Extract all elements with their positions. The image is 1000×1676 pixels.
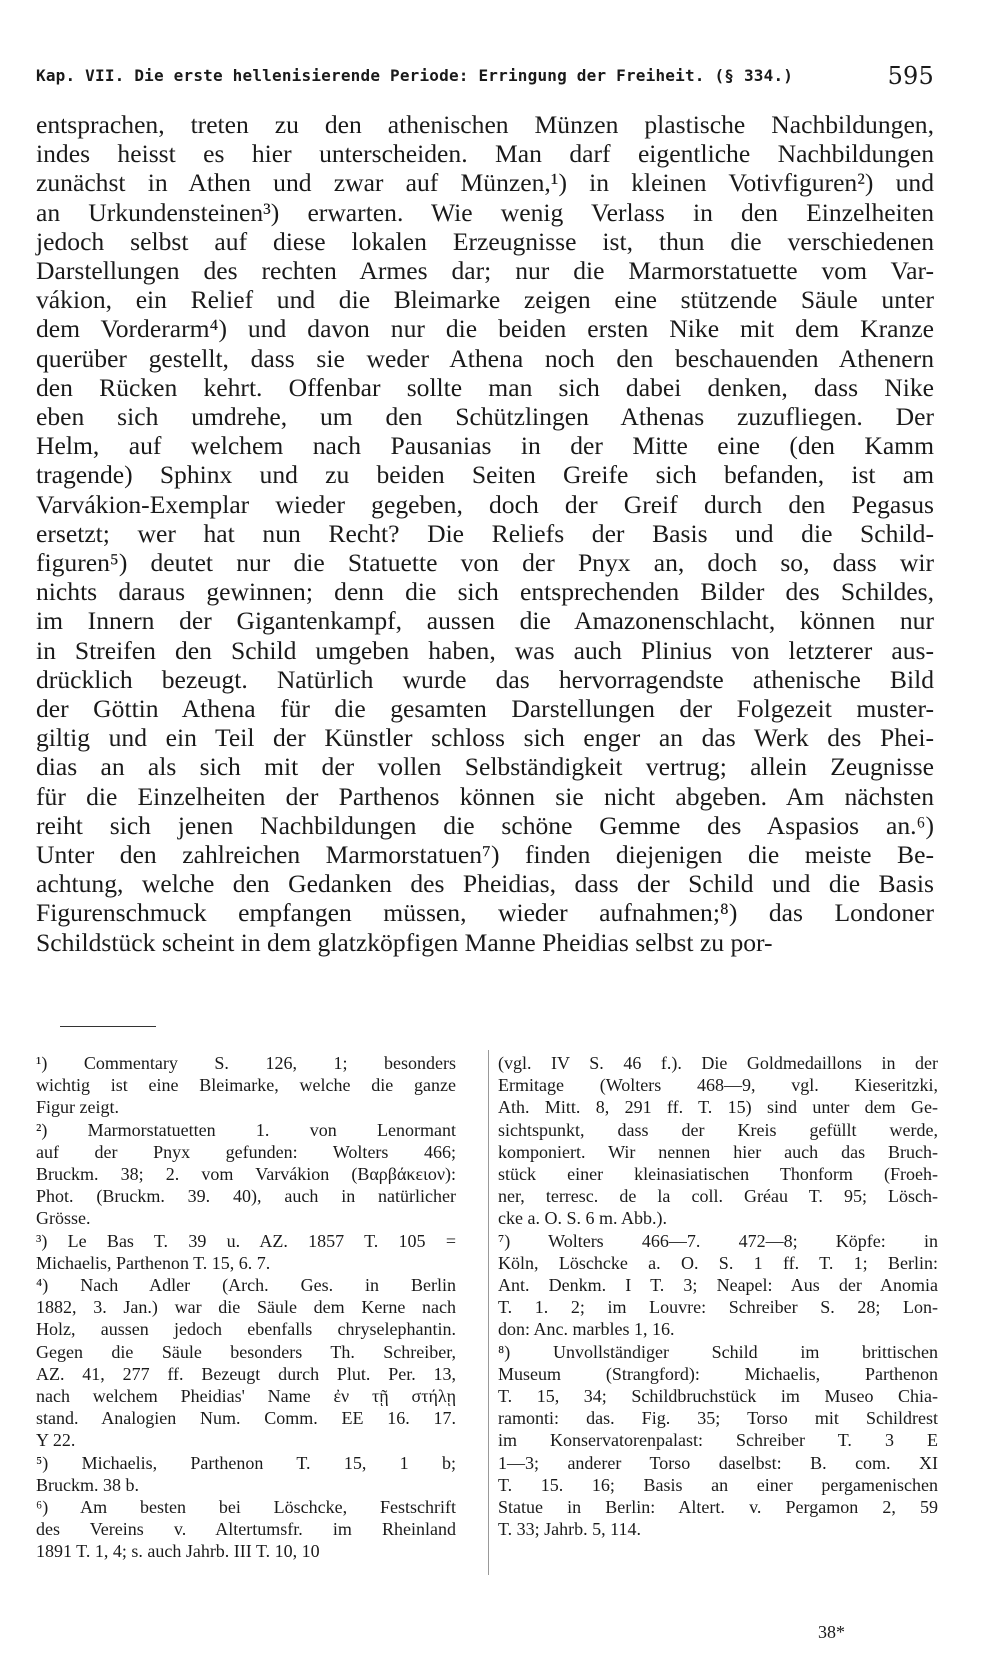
footnote-line: ⁵) Michaelis, Parthenon T. 15, 1 b; [36,1452,456,1473]
body-line: reiht sich jenen Nachbildungen die schöne Gemme des Aspasios an.⁶) [36,810,934,840]
body-line: giltig und ein Teil der Künstler schloss sich enger an das Werk des Phei- [36,723,934,753]
footnote-line: Bruckm. 38; 2. vom Varvákion (Βαρβάκειον): [36,1164,456,1185]
body-line: eben sich umdrehe, um den Schützlingen Athenas zuzufliegen. Der [36,402,934,432]
footnote-line: Köln, Löschcke a. O. S. 1 ff. T. 1; Berlin: [498,1252,938,1273]
footnote-line: ³) Le Bas T. 39 u. AZ. 1857 T. 105 = [36,1230,456,1251]
footnote-line: sichtspunkt, dass der Kreis gefüllt werde, [498,1119,938,1140]
column-divider [488,1050,489,1575]
body-line: Darstellungen des rechten Armes dar; nur die Marmorstatuette vom Var- [36,256,934,286]
body-line: dias an als sich mit der vollen Selbständigkeit vertrug; allein Zeugnisse [36,752,934,782]
body-line: jedoch selbst auf diese lokalen Erzeugnisse ist, thun die verschiedenen [36,226,934,256]
main-text [36,110,934,957]
footnote-line: nach welchem Pheidias' Name ἐν τῇ στήλῃ [36,1386,456,1407]
body-line: drücklich bezeugt. Natürlich wurde das hervorragendste athenische Bild [36,664,934,694]
page-number: 595 [887,62,934,90]
body-line: dem Vorderarm⁴) und davon nur die beiden ersten Nike mit dem Kranze [36,314,934,344]
footnotes-right-column [498,1052,938,1540]
footnote-line: ¹) Commentary S. 126, 1; besonders [36,1053,456,1073]
body-line: nichts daraus gewinnen; denn die sich entsprechenden Bilder des Schildes, [36,577,934,607]
body-line: querüber gestellt, dass sie weder Athena noch den beschauenden Athenern [36,343,934,373]
body-line: in Streifen den Schild umgeben haben, was auch Plinius von letzterer aus- [36,635,934,665]
body-line: Schildstück scheint in dem glatzköpfigen Manne Pheidias selbst zu por- [36,927,773,957]
signature-mark: 38* [818,1622,845,1642]
footnote-line: Ant. Denkm. I T. 3; Neapel: Aus der Anomia [498,1275,938,1296]
footnote-line: Ermitage (Wolters 468—9, vgl. Kieseritzki, [498,1075,938,1096]
footnote-line: wichtig ist eine Bleimarke, welche die ganze [36,1075,456,1096]
footnotes-left-column [36,1052,456,1563]
running-title: Kap. VII. Die erste hellenisierende Periode: Erringung der Freiheit. (§ 334.) [36,66,794,85]
footnote-line: ²) Marmorstatuetten 1. von Lenormant [36,1119,456,1140]
footnote-line: (vgl. IV S. 46 f.). Die Goldmedaillons in der [498,1053,938,1073]
footnote-line: komponiert. Wir nennen hier auch das Bruch- [498,1141,938,1162]
footnote-line: Phot. (Bruckm. 39. 40), auch in natürlicher [36,1186,456,1207]
footnote-line: T. 33; Jahrb. 5, 114. [498,1519,641,1540]
footnote-line: cke a. O. S. 6 m. Abb.). [498,1208,667,1229]
body-line: Helm, auf welchem nach Pausanias in der Mitte eine (den Kamm [36,431,934,461]
footnote-line: ⁶) Am besten bei Löschcke, Festschrift [36,1497,456,1518]
body-line: an Urkundensteinen³) erwarten. Wie wenig Verlass in den Einzelheiten [36,197,934,227]
footnote-line: ner, terresc. de la coll. Gréau T. 95; Lösch- [498,1186,938,1207]
footnote-line: ⁷) Wolters 466—7. 472—8; Köpfe: in [498,1230,938,1251]
footnote-line: Gegen die Säule besonders Th. Schreiber, [36,1341,456,1362]
footnote-line: ⁴) Nach Adler (Arch. Ges. in Berlin [36,1275,456,1296]
footnote-line: Grösse. [36,1208,91,1229]
footnote-line: don: Anc. marbles 1, 16. [498,1319,675,1340]
footnote-line: 1882, 3. Jan.) war die Säule dem Kerne nach [36,1297,456,1318]
body-line: Figurenschmuck empfangen müssen, wieder aufnahmen;⁸) das Londoner [36,898,934,928]
running-header [36,62,934,92]
body-line: für die Einzelheiten der Parthenos können sie nicht abgeben. Am nächsten [36,781,934,811]
footnote-line: stück einer kleinasiatischen Thonform (Froeh- [498,1164,938,1185]
body-line: im Innern der Gigantenkampf, aussen die Amazonenschlacht, können nur [36,606,934,636]
footnote-line: T. 15, 34; Schildbruchstück im Museo Chia- [498,1386,938,1407]
footnote-rule [60,1026,156,1027]
footnote-line: stand. Analogien Num. Comm. EE 16. 17. [36,1408,456,1429]
footnote-line: des Vereins v. Altertumsfr. im Rheinland [36,1519,456,1540]
footnote-line: Statue in Berlin: Altert. v. Pergamon 2, 59 [498,1497,938,1518]
footnote-line: Bruckm. 38 b. [36,1474,139,1495]
body-line: tragende) Sphinx und zu beiden Seiten Greife sich befanden, ist am [36,460,934,490]
footnote-line: Museum (Strangford): Michaelis, Parthenon [498,1363,938,1384]
footnote-line: auf der Pnyx gefunden: Wolters 466; [36,1141,456,1162]
body-line: Varvákion-Exemplar wieder gegeben, doch der Greif durch den Pegasus [36,489,934,519]
footnote-line: T. 15. 16; Basis an einer pergamenischen [498,1474,938,1495]
footnote-line: ⁸) Unvollständiger Schild im brittischen [498,1341,938,1362]
body-line: achtung, welche den Gedanken des Pheidias, dass der Schild und die Basis [36,869,934,899]
footnote-line: Michaelis, Parthenon T. 15, 6. 7. [36,1252,271,1273]
body-line: der Göttin Athena für die gesamten Darstellungen der Folgezeit muster- [36,694,934,724]
footnote-line: Y 22. [36,1430,76,1451]
body-line: den Rücken kehrt. Offenbar sollte man sich dabei denken, dass Nike [36,372,934,402]
body-line: zunächst in Athen und zwar auf Münzen,¹) in kleinen Votivfiguren²) und [36,168,934,198]
footnote-line: 1—3; anderer Torso daselbst: B. com. XI [498,1452,938,1473]
footnote-line: Figur zeigt. [36,1097,119,1118]
footnote-line: T. 1. 2; im Louvre: Schreiber S. 28; Lon- [498,1297,938,1318]
footnote-line: AZ. 41, 277 ff. Bezeugt durch Plut. Per. 13, [36,1363,456,1384]
body-line: ersetzt; wer hat nun Recht? Die Reliefs der Basis und die Schild- [36,518,934,548]
body-line: figuren⁵) deutet nur die Statuette von der Pnyx an, doch so, dass wir [36,548,934,578]
body-line: entsprachen, treten zu den athenischen Münzen plastische Nachbildungen, [36,110,934,139]
footnote-line: im Konservatorenpalast: Schreiber T. 3 E [498,1430,938,1451]
footnote-line: Holz, aussen jedoch ebenfalls chryselephantin. [36,1319,456,1340]
body-line: indes heisst es hier unterscheiden. Man darf eigentliche Nachbildungen [36,139,934,169]
footnote-line: Ath. Mitt. 8, 291 ff. T. 15) sind unter dem Ge- [498,1097,938,1118]
footnote-line: 1891 T. 1, 4; s. auch Jahrb. III T. 10, 10 [36,1541,320,1562]
body-line: Unter den zahlreichen Marmorstatuen⁷) finden diejenigen die meiste Be- [36,840,934,870]
footnote-line: ramonti: das. Fig. 35; Torso mit Schildrest [498,1408,938,1429]
body-line: vákion, ein Relief und die Bleimarke zeigen eine stützende Säule unter [36,285,934,315]
